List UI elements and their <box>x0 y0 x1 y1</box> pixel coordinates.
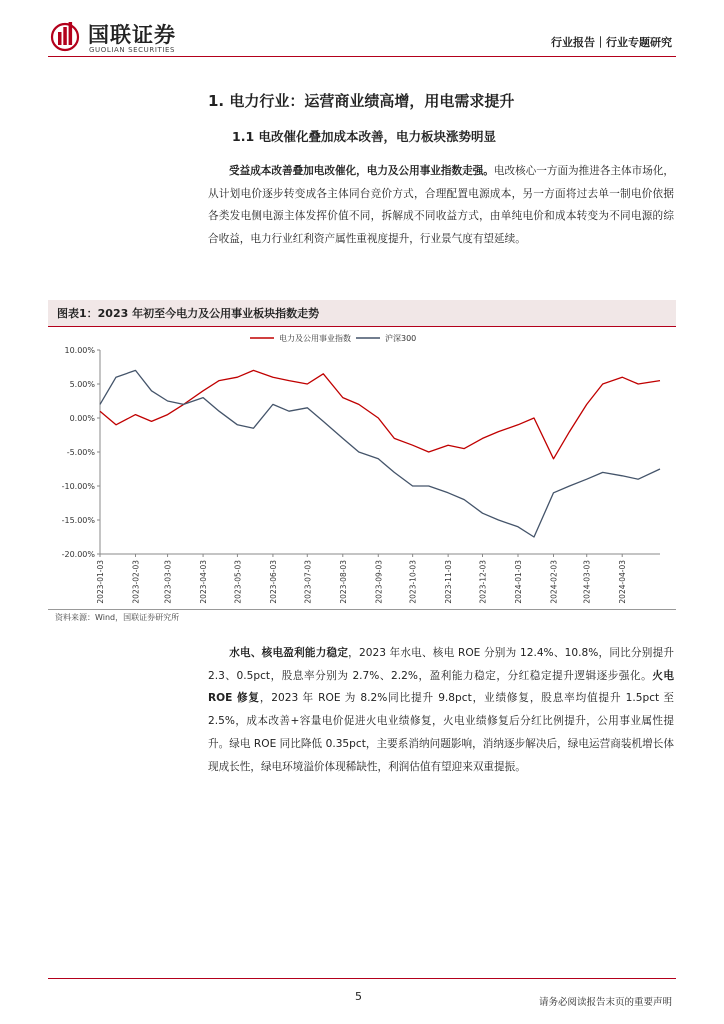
x-tick-label: 2023-01-03 <box>96 560 105 604</box>
y-tick-label: -10.00% <box>61 482 95 491</box>
x-tick-label: 2023-04-03 <box>199 560 209 604</box>
page-number: 5 <box>355 990 362 1003</box>
x-tick-label: 2023-06-03 <box>268 560 278 604</box>
logo-subtext: GUOLIAN SECURITIES <box>89 46 176 54</box>
y-tick-label: 5.00% <box>69 380 95 389</box>
chart-svg <box>48 328 676 608</box>
para2-lead-2: 火电 ROE 修复 <box>208 669 675 705</box>
company-logo <box>48 18 188 58</box>
report-type-label: 行业报告｜行业专题研究 <box>551 36 672 49</box>
section-heading: 1. 电力行业：运营商业绩高增，用电需求提升 <box>208 92 515 110</box>
legend-label-2: 沪深300 <box>385 334 417 343</box>
logo-text: 国联证券 <box>88 23 176 47</box>
para2-lead-1: 水电、核电盈利能力稳定 <box>229 647 349 659</box>
series-line-1 <box>100 370 660 458</box>
y-tick-label: 10.00% <box>64 346 95 355</box>
y-tick-label: -5.00% <box>66 448 95 457</box>
body-paragraph-1 <box>208 160 674 251</box>
x-tick-label: 2023-05-03 <box>233 560 243 604</box>
line-chart <box>48 328 676 608</box>
x-tick-label: 2024-01-03 <box>513 560 523 604</box>
x-tick-label: 2023-09-03 <box>374 560 384 604</box>
x-tick-label: 2024-02-03 <box>549 560 559 604</box>
y-tick-label: -20.00% <box>61 550 95 559</box>
x-tick-label: 2024-04-03 <box>618 560 628 604</box>
logo-mark-icon <box>48 18 82 52</box>
figure-title: 图表1：2023 年初至今电力及公用事业板块指数走势 <box>57 307 320 320</box>
x-tick-label: 2023-12-03 <box>478 560 488 604</box>
y-tick-label: 0.00% <box>69 414 95 423</box>
x-tick-label: 2023-02-03 <box>131 560 141 604</box>
body-paragraph-2 <box>208 642 674 778</box>
para1-text: 电改核心一方面为推进各主体市场化，从计划电价逐步转变成各主体同台竞价方式，合理配置电源成本，另一方面将过去单一制电价依据各类发电侧电源主体发挥价值不同，拆解成不同收益方式，由单纯电价和成本转变为不同电源的综合收益，电力行业红利资产属性重视度提升，行业景气度有望延续。 <box>208 165 675 246</box>
para2-text-1: ，2023 年水电、核电 ROE 分别为 12.4%、10.8%，同比分别提升 2.3、0.5pct，股息率分别为 2.7%、2.2%，盈利能力稳定，分红稳定提升逻辑逐步强化。 <box>208 647 674 682</box>
subsection-heading: 1.1 电改催化叠加成本改善，电力板块涨势明显 <box>232 129 496 144</box>
footer-divider <box>48 978 676 979</box>
legend-label-1: 电力及公用事业指数 <box>279 334 351 343</box>
figure-source: 资料来源：Wind，国联证券研究所 <box>55 613 180 622</box>
source-divider <box>48 609 676 610</box>
x-tick-label: 2023-03-03 <box>163 560 173 604</box>
x-tick-label: 2023-07-03 <box>303 560 313 604</box>
figure-title-bar <box>48 300 676 327</box>
x-tick-label: 2024-03-03 <box>582 560 592 604</box>
series-line-2 <box>100 370 660 537</box>
header-divider <box>48 56 676 57</box>
para1-lead: 受益成本改善叠加电改催化，电力及公用事业指数走强。 <box>229 165 494 177</box>
para2-text-2: ，2023 年 ROE 为 8.2%同比提升 9.8pct，业绩修复，股息率均值提升 1.5pct 至 2.5%，成本改善+容量电价促进火电业绩修复，火电业绩修复后分红比例提升，公用事业属性提升。绿电 ROE 同比降低 0.35pct，主要系消纳问题影响，消纳逐步解决后，绿电运营商装机增长体现成长性，绿电环境溢价体现稀缺性，利润估值有望迎来双重提振。 <box>208 692 674 773</box>
y-tick-label: -15.00% <box>61 516 95 525</box>
x-tick-label: 2023-08-03 <box>338 560 348 604</box>
x-tick-label: 2023-10-03 <box>408 560 418 604</box>
x-tick-label: 2023-11-03 <box>444 560 454 604</box>
footer-disclaimer: 请务必阅读报告末页的重要声明 <box>538 997 672 1008</box>
